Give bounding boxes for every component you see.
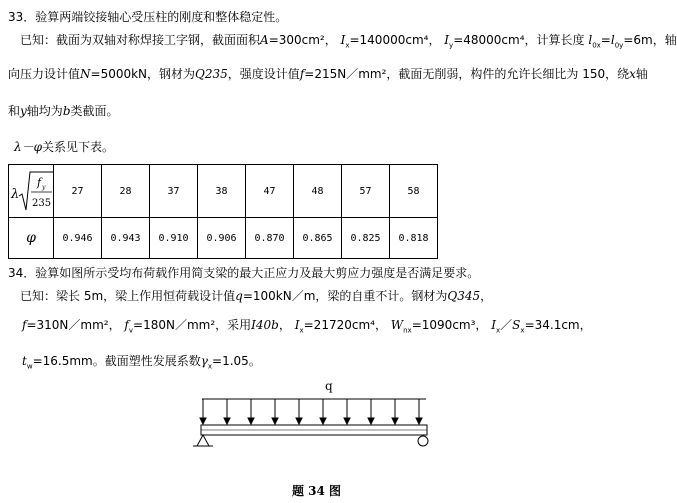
q33-line2-text-d: =215N／mm²，截面无削弱，构件的允许长细比为 150，绕 (304, 67, 630, 81)
q33-line2-text-b: =5000kN，钢材为 (90, 67, 196, 81)
load-arrowhead (272, 418, 278, 424)
lambda-sqrt-formula (9, 166, 53, 216)
q34-line1-text-a: 已知：梁长 5m，梁上作用恒荷载设计值 (20, 289, 236, 303)
q33-known-line3 (8, 103, 119, 119)
iy-sub: y (449, 41, 454, 50)
ratio-slash: ／ (500, 318, 513, 332)
phi-cell: 0.906 (198, 218, 246, 259)
fv-symbol: f (124, 318, 129, 332)
lambda-cell: 37 (150, 165, 198, 218)
l0y-symbol: =l (600, 33, 615, 47)
f-symbol: f (22, 318, 27, 332)
iy-value: =48000cm⁴，计算长度 (453, 33, 585, 47)
phi-cell: 0.818 (390, 218, 438, 259)
q33-line2-text-e: 轴 (635, 67, 648, 81)
phi-cell: 0.946 (54, 218, 102, 259)
q34-known-line1 (20, 288, 492, 304)
f-symbol: f (299, 67, 305, 81)
phi-cell: 0.870 (246, 218, 294, 259)
gamma-value: =1.05。 (212, 354, 261, 368)
q33-known-label: 已知：截面为双轴对称焊接工字钢，截面面积 (20, 33, 261, 47)
ix-sub: x (345, 41, 350, 50)
svg-text:f: f (37, 176, 42, 189)
l0y-sub: 0y (614, 41, 624, 50)
ix-symbol: I (340, 33, 346, 47)
table-row-phi (9, 218, 438, 259)
y-symbol: y (20, 104, 27, 118)
q33-line3-text-c: 类截面。 (70, 104, 119, 118)
q34-title: 34．验算如图所示受均布荷载作用简支梁的最大正应力及最大剪应力强度是否满足要求。 (8, 266, 480, 280)
svg-text:y: y (42, 184, 46, 191)
x-symbol: x (629, 67, 636, 81)
ix-sub: x (299, 326, 304, 335)
section-type: I40b (251, 318, 279, 332)
load-arrowhead (320, 418, 326, 424)
area-symbol: A (260, 33, 269, 47)
lambda-phi-label: λ－φ (14, 140, 43, 154)
wnx-sub: nx (403, 326, 412, 335)
load-arrowhead (416, 418, 422, 424)
figure-caption: 题 34 图 (292, 484, 342, 498)
q33-line2-text-c: ，强度设计值 (227, 67, 300, 81)
svg-text:λ: λ (11, 187, 20, 202)
wnx-symbol: W (390, 318, 404, 332)
fv-value: =180N／mm²，采用 (133, 318, 252, 332)
phi-cell: 0.865 (294, 218, 342, 259)
iy-symbol: I (444, 33, 450, 47)
q33-line2-text-a: 向压力设计值 (8, 67, 81, 81)
tw-value: =16.5mm。截面塑性发展系数 (32, 354, 201, 368)
gamma-symbol: γ (200, 354, 208, 368)
length-value: =6m，轴 (623, 33, 677, 47)
l0x-symbol: l (588, 33, 593, 47)
ix-symbol: I (294, 318, 300, 332)
q34-line1-text-c: ， (480, 289, 493, 303)
q-symbol: q (235, 289, 243, 303)
sx-sub: x (520, 326, 525, 335)
lambda-cell: 38 (198, 165, 246, 218)
steel-grade: Q235 (195, 67, 228, 81)
l0x-sub: 0x (592, 41, 601, 50)
q34-line2-comma: ， (278, 318, 291, 332)
load-arrowhead (344, 418, 350, 424)
wnx-value: =1090cm³， (411, 318, 488, 332)
table-row-lambda (9, 165, 438, 218)
q33-known-line1 (20, 32, 677, 48)
phi-cell: 0.910 (150, 218, 198, 259)
lambda-cell: 47 (246, 165, 294, 218)
svg-text:235: 235 (32, 198, 52, 209)
beam-body (201, 425, 427, 435)
q34-known-line2 (22, 317, 592, 333)
lambda-header-cell (9, 165, 54, 218)
n-symbol: N (80, 67, 91, 81)
gamma-sub: x (207, 362, 213, 371)
sx-symbol: S (512, 318, 521, 332)
relation-text: 关系见下表。 (42, 140, 115, 154)
lambda-phi-table (8, 164, 438, 259)
q33-title: 33．验算两端铰接轴心受压柱的刚度和整体稳定性。 (8, 10, 288, 24)
load-label-q: q (325, 379, 333, 393)
roller-support (418, 436, 428, 446)
load-arrowhead (248, 418, 254, 424)
q34-line1-text-b: =100kN／m，梁的自重不计。钢材为 (242, 289, 448, 303)
phi-cell: 0.943 (102, 218, 150, 259)
lambda-cell: 48 (294, 165, 342, 218)
phi-header-cell: φ (9, 218, 54, 259)
load-arrowhead (296, 418, 302, 424)
phi-cell: 0.825 (342, 218, 390, 259)
lambda-cell: 27 (54, 165, 102, 218)
lambda-cell: 58 (390, 165, 438, 218)
q34-steel-grade: Q345 (447, 289, 481, 303)
load-arrowhead (224, 418, 230, 424)
f-value: =310N／mm²， (26, 318, 121, 332)
ix-ratio-symbol: I (491, 318, 496, 332)
q33-relation-line (14, 139, 114, 155)
pin-support (197, 435, 209, 446)
load-arrowhead (200, 418, 206, 424)
lambda-cell: 57 (342, 165, 390, 218)
lambda-cell: 28 (102, 165, 150, 218)
ix-value: =21720cm⁴， (303, 318, 387, 332)
ix-value: =140000cm⁴， (349, 33, 441, 47)
q33-line3-text-b: 轴均为 (26, 104, 63, 118)
q34-known-line3 (22, 353, 261, 369)
area-value: =300cm²， (268, 33, 337, 47)
ix-ratio-sub: x (496, 326, 501, 335)
q33-known-line2 (8, 66, 648, 82)
tw-symbol: t (22, 354, 27, 368)
b-symbol: b (62, 104, 71, 118)
load-arrows (200, 399, 422, 424)
fv-sub: v (128, 326, 134, 335)
ix-sx-value: =34.1cm， (524, 318, 592, 332)
tw-sub: w (26, 362, 33, 371)
load-arrowhead (392, 418, 398, 424)
q33-line3-text-a: 和 (8, 104, 21, 118)
load-arrowhead (368, 418, 374, 424)
